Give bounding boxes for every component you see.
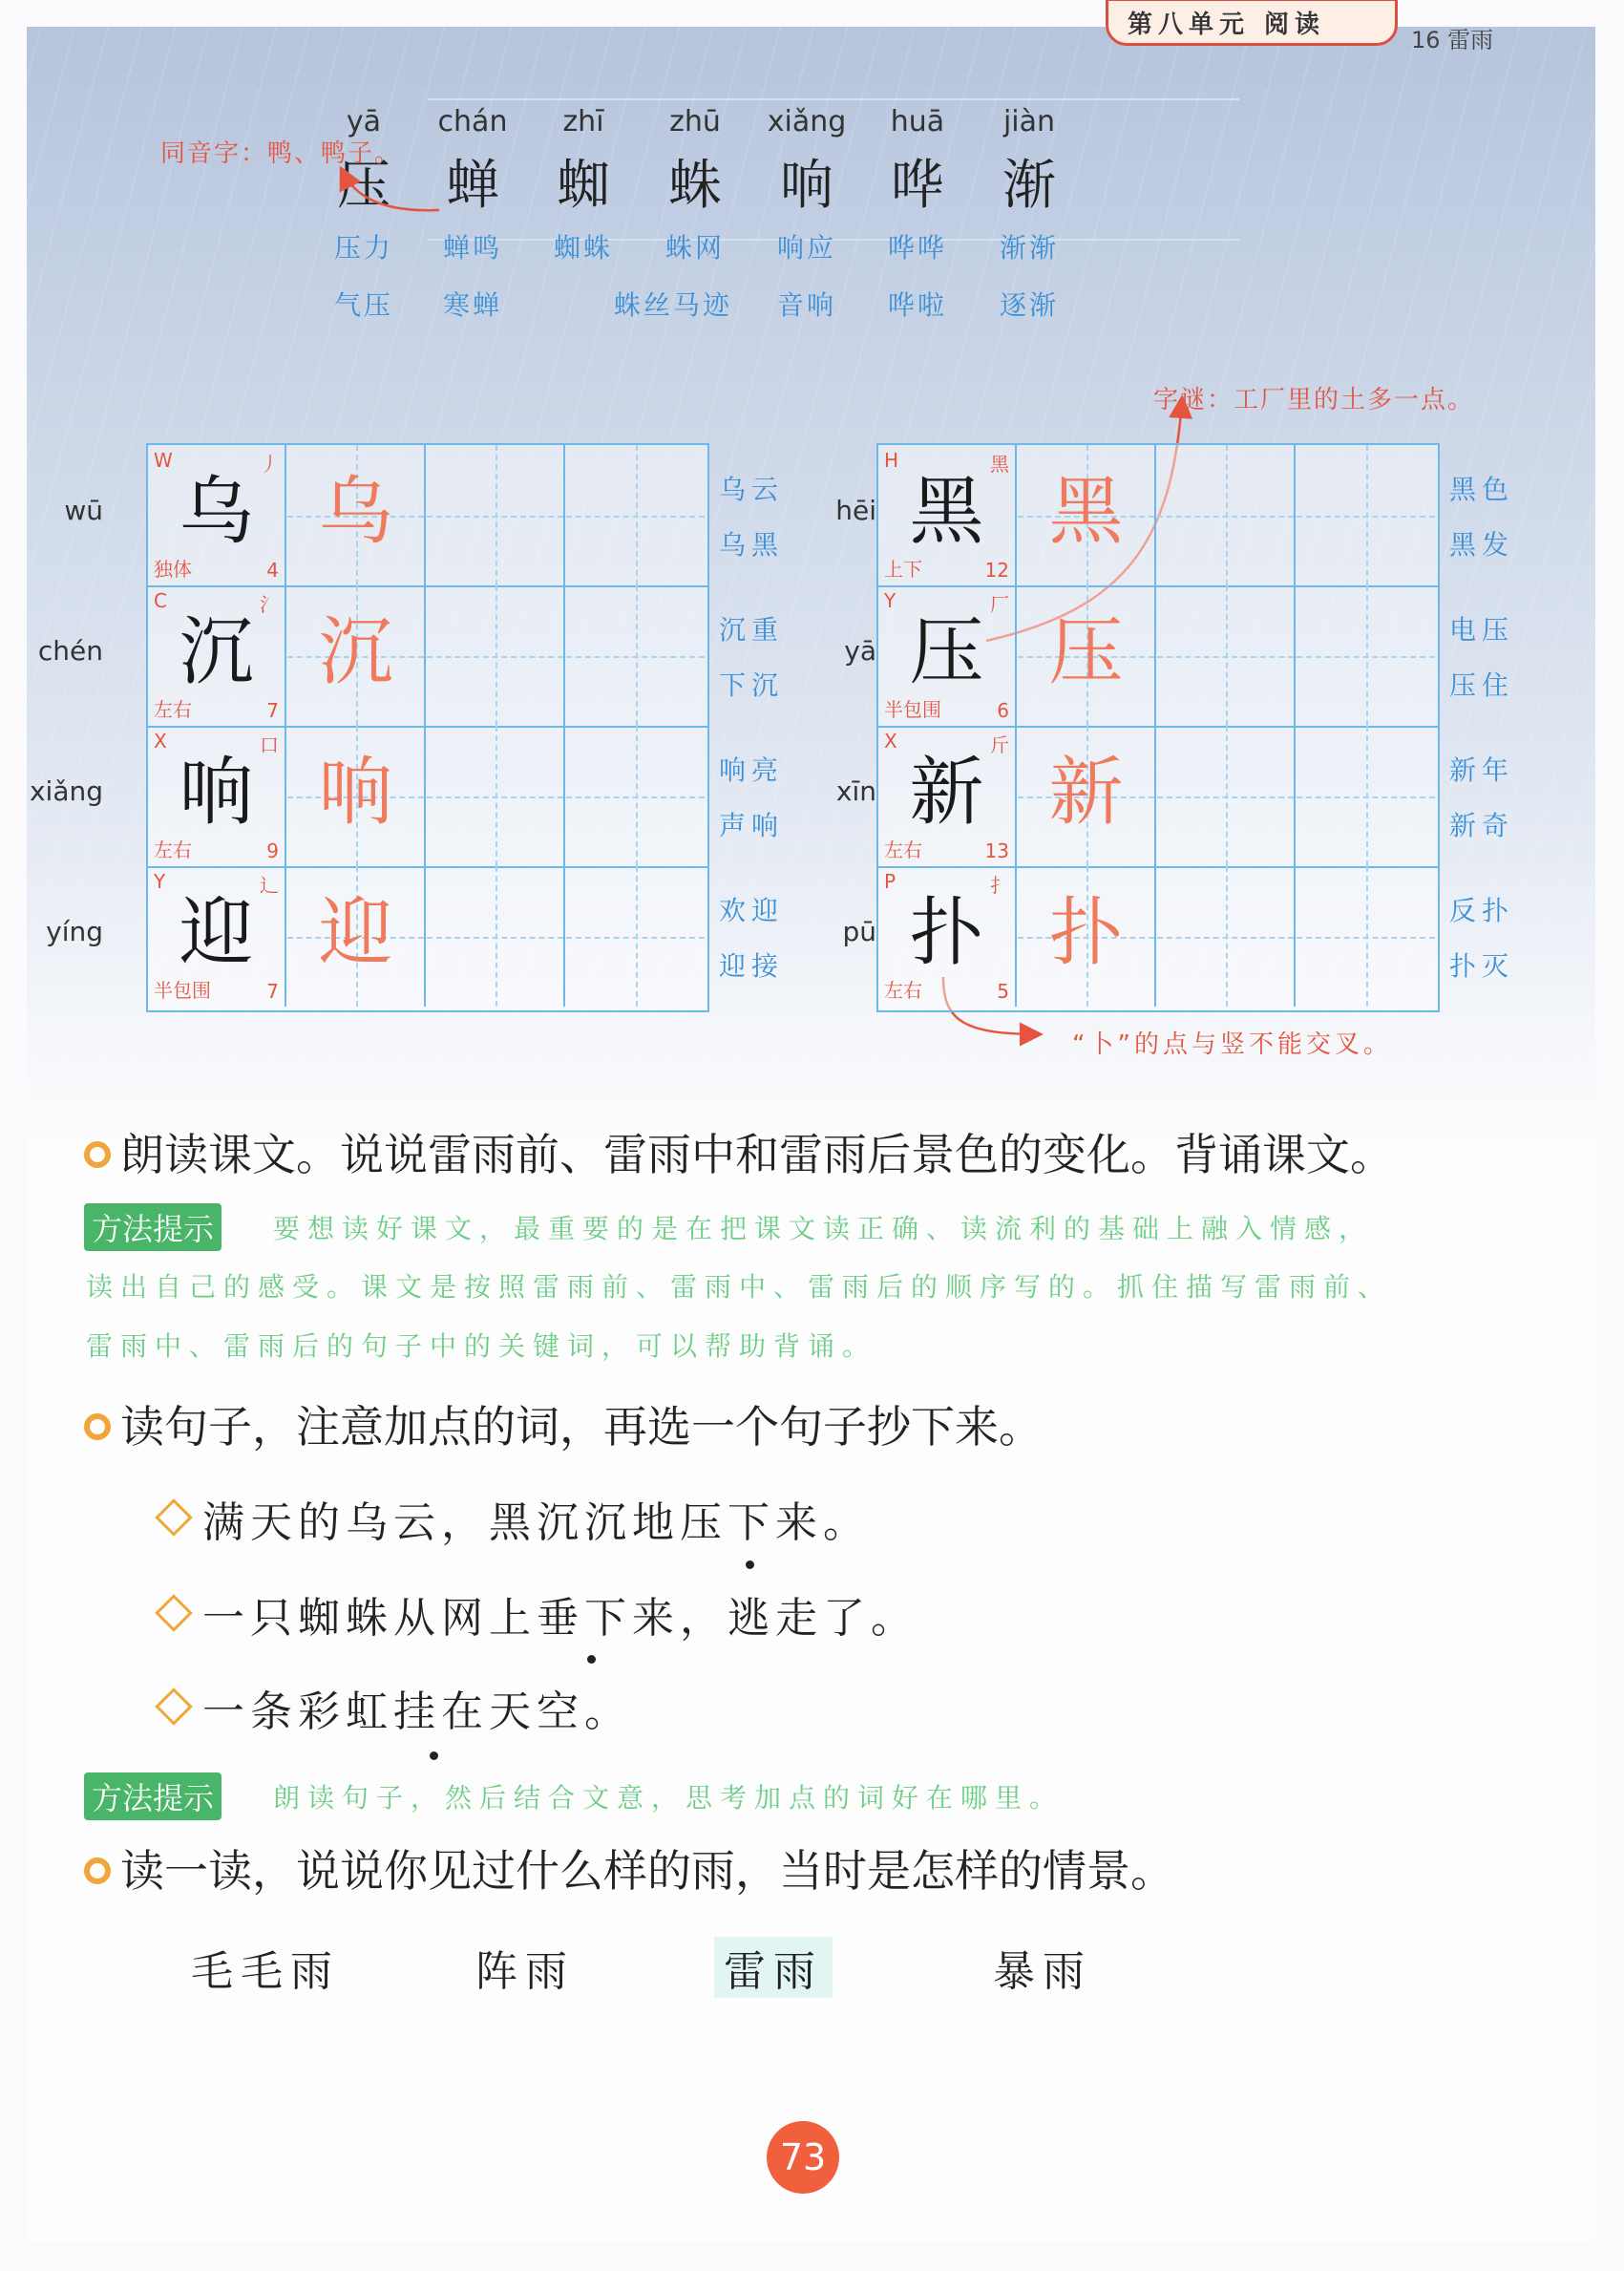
bullet-ring-icon [84, 1857, 111, 1884]
radical: 斤 [990, 733, 1009, 756]
grid-pinyin: xiǎng [29, 775, 103, 807]
word: 新奇 [1449, 810, 1515, 841]
question-text: 读一读，说说你见过什么样的雨，当时是怎样的情景。 [120, 1845, 1174, 1897]
pinyin: jiàn [1002, 105, 1056, 138]
homophone-arrow [342, 170, 439, 210]
word: 蛛丝马迹 [613, 289, 732, 321]
word-list [1449, 883, 1514, 994]
trace-cell [287, 726, 426, 866]
word: 哗哗 [887, 232, 947, 264]
grid-row [878, 866, 1438, 1007]
sentence-1 [160, 1488, 871, 1549]
character: 迎 [179, 890, 254, 976]
tip-line: 朗读句子，然后结合文意，思考加点的词好在哪里。 [273, 1782, 1065, 1814]
rain-word: 暴雨 [993, 1947, 1092, 1996]
diamond-bullet-icon [155, 1498, 193, 1537]
trace-cell [1018, 726, 1156, 866]
practice-cell[interactable] [1297, 726, 1435, 866]
practice-cell[interactable] [1157, 726, 1296, 866]
practice-cell[interactable] [1297, 585, 1435, 726]
grid-pinyin: yíng [46, 916, 103, 947]
grid-row [148, 866, 707, 1007]
practice-cell[interactable] [427, 585, 565, 726]
character: 蝉 [446, 155, 499, 217]
structure: 上下 [884, 558, 922, 581]
grid-row [148, 585, 707, 728]
diamond-bullet-icon [155, 1687, 193, 1726]
radical: 口 [260, 733, 279, 756]
practice-cell[interactable] [566, 866, 705, 1007]
initial: X [154, 730, 167, 753]
word-list [719, 603, 784, 713]
grid-pinyin: xīn [835, 775, 876, 807]
word: 蛛网 [664, 232, 725, 264]
char-info-cell [148, 445, 286, 585]
character: 蛛 [668, 155, 722, 217]
initial: W [154, 449, 173, 472]
pinyin: huā [890, 105, 945, 138]
tip-badge: 方法提示 [84, 1203, 221, 1251]
trace-character: 压 [1048, 609, 1124, 695]
char-info-cell [878, 585, 1017, 726]
grid-row [878, 726, 1438, 868]
question-1 [84, 1120, 1394, 1183]
character: 响 [780, 155, 833, 217]
rain-word: 雷雨 [714, 1937, 833, 1998]
character: 乌 [179, 469, 254, 555]
structure: 左右 [154, 838, 192, 861]
emphasis-dot [587, 1655, 596, 1664]
char-info-cell [878, 866, 1017, 1007]
stroke-count: 7 [266, 699, 279, 722]
writing-grid-right [876, 443, 1440, 1012]
character: 渐 [1002, 155, 1056, 217]
sentence-text: 满天的乌云，黑沉沉地压下来。 [202, 1498, 871, 1547]
character: 压 [909, 609, 984, 695]
tip-line: 雷雨中、雷雨后的句子中的关键词，可以帮助背诵。 [86, 1330, 877, 1362]
char-info-cell [148, 726, 286, 866]
trace-cell [1018, 866, 1156, 1007]
structure: 左右 [884, 838, 922, 861]
word: 音响 [776, 289, 836, 321]
word: 压力 [333, 232, 393, 264]
radical: 扌 [990, 874, 1009, 897]
radical: 氵 [260, 593, 279, 616]
emphasis-dot [430, 1751, 438, 1760]
word: 渐渐 [999, 232, 1059, 264]
word: 反扑 [1449, 895, 1515, 926]
radical: 丿 [260, 453, 279, 476]
character: 压 [337, 155, 390, 217]
initial: C [154, 589, 167, 612]
question-text: 朗读课文。说说雷雨前、雷雨中和雷雨后景色的变化。背诵课文。 [120, 1129, 1394, 1180]
writing-grid-left [146, 443, 709, 1012]
word: 黑色 [1449, 474, 1515, 505]
trace-cell [1018, 585, 1156, 726]
stroke-count: 12 [984, 559, 1009, 582]
practice-cell[interactable] [1157, 585, 1296, 726]
word-list [1449, 462, 1514, 573]
word: 迎接 [719, 950, 785, 982]
trace-character: 沉 [318, 609, 393, 695]
char-info-cell [878, 445, 1017, 585]
practice-cell[interactable] [1297, 445, 1435, 585]
practice-cell[interactable] [427, 445, 565, 585]
rain-word: 阵雨 [475, 1947, 575, 1996]
trace-character: 乌 [318, 469, 393, 555]
word: 声响 [719, 810, 785, 841]
grid-pinyin: hēi [835, 495, 876, 526]
initial: Y [884, 589, 896, 612]
pinyin: xiǎng [767, 105, 847, 138]
word-list [719, 743, 784, 854]
trace-character: 扑 [1048, 890, 1124, 976]
grid-row [148, 726, 707, 868]
grid-row [878, 585, 1438, 728]
trace-character: 迎 [318, 890, 393, 976]
homophone-note: 同音字：鸭、鸭子。 [160, 139, 402, 168]
character: 黑 [909, 469, 984, 555]
question-3 [84, 1836, 1174, 1900]
initial: H [884, 449, 899, 472]
initial: P [884, 870, 896, 893]
word: 欢迎 [719, 895, 785, 926]
structure: 左右 [154, 698, 192, 721]
trace-character: 响 [318, 750, 393, 836]
method-tip-2 [84, 1772, 221, 1820]
character: 响 [179, 750, 254, 836]
rain-word: 毛毛雨 [191, 1947, 340, 1996]
structure: 半包围 [884, 698, 941, 721]
page-number: 73 [767, 2121, 839, 2194]
word: 蜘蛛 [553, 232, 613, 264]
initial: Y [154, 870, 166, 893]
bullet-ring-icon [84, 1141, 111, 1168]
practice-cell[interactable] [1157, 445, 1296, 585]
grid-row [148, 445, 707, 587]
question-text: 读句子，注意加点的词，再选一个句子抄下来。 [120, 1401, 1043, 1453]
char-info-cell [148, 585, 286, 726]
trace-cell [1018, 445, 1156, 585]
char-info-cell [148, 866, 286, 1007]
word: 寒蝉 [442, 289, 502, 321]
pinyin: zhū [669, 105, 721, 138]
trace-character: 新 [1048, 750, 1124, 836]
practice-cell[interactable] [427, 726, 565, 866]
char-info-cell [878, 726, 1017, 866]
practice-cell[interactable] [566, 445, 705, 585]
word: 下沉 [719, 669, 785, 701]
radical: 黑 [990, 453, 1009, 476]
word: 沉重 [719, 614, 785, 646]
structure: 半包围 [154, 979, 211, 1002]
word-list [1449, 603, 1514, 713]
diamond-bullet-icon [155, 1594, 193, 1632]
word: 扑灭 [1449, 950, 1515, 982]
word: 蝉鸣 [442, 232, 502, 264]
word: 乌黑 [719, 529, 785, 561]
practice-cell[interactable] [1297, 866, 1435, 1007]
word-list [719, 462, 784, 573]
trace-character: 黑 [1048, 469, 1124, 555]
unit-label: 第八单元 阅读 [1128, 11, 1326, 39]
word: 响应 [776, 232, 836, 264]
stroke-count: 4 [266, 559, 279, 582]
trace-cell [287, 585, 426, 726]
word: 气压 [333, 289, 393, 321]
textbook-page [27, 11, 1595, 2242]
sentence-text: 一只蜘蛛从网上垂下来，逃走了。 [202, 1594, 918, 1643]
stroke-count: 5 [997, 980, 1009, 1003]
sentence-3 [160, 1677, 632, 1738]
emphasis-dot [746, 1560, 754, 1569]
word-list [1449, 743, 1514, 854]
grid-pinyin: yā [844, 635, 876, 667]
pinyin: zhī [562, 105, 604, 138]
character: 新 [909, 750, 984, 836]
character: 蜘 [557, 155, 610, 217]
stroke-count: 13 [984, 839, 1009, 862]
character: 扑 [909, 890, 984, 976]
word-list [719, 883, 784, 994]
riddle-note: 字谜：工厂里的土多一点。 [1153, 386, 1475, 414]
pinyin: yā [346, 105, 382, 138]
sentence-2 [160, 1583, 918, 1645]
tip-line: 要想读好课文，最重要的是在把课文读正确、读流利的基础上融入情感， [273, 1213, 1374, 1244]
tip-line: 读出自己的感受。课文是按照雷雨前、雷雨中、雷雨后的顺序写的。抓住描写雷雨前、 [86, 1271, 1393, 1303]
word: 新年 [1449, 754, 1515, 786]
grid-pinyin: pū [842, 916, 876, 947]
lesson-label: 16 雷雨 [1411, 27, 1494, 53]
character: 哗 [891, 155, 944, 217]
practice-cell[interactable] [1157, 866, 1296, 1007]
word: 哗啦 [887, 289, 947, 321]
word: 压住 [1449, 669, 1515, 701]
grid-pinyin: wū [64, 495, 103, 526]
bullet-ring-icon [84, 1413, 111, 1440]
stroke-count: 6 [997, 699, 1009, 722]
sentence-text: 一条彩虹挂在天空。 [202, 1687, 632, 1736]
practice-cell[interactable] [566, 726, 705, 866]
tip-badge: 方法提示 [84, 1772, 221, 1820]
word: 响亮 [719, 754, 785, 786]
pinyin: chán [437, 105, 508, 138]
question-2 [84, 1392, 1043, 1455]
practice-cell[interactable] [427, 866, 565, 1007]
structure: 左右 [884, 979, 922, 1002]
word: 乌云 [719, 474, 785, 505]
method-tip-1 [84, 1203, 221, 1251]
word: 逐渐 [999, 289, 1059, 321]
structure: 独体 [154, 558, 192, 581]
trace-cell [287, 866, 426, 1007]
stroke-count: 7 [266, 980, 279, 1003]
word: 电压 [1449, 614, 1515, 646]
grid-pinyin: chén [37, 635, 103, 667]
pu-stroke-note: “卜”的点与竖不能交叉。 [1072, 1030, 1392, 1059]
trace-cell [287, 445, 426, 585]
initial: X [884, 730, 897, 753]
grid-row [878, 445, 1438, 587]
radical: 辶 [260, 874, 279, 897]
character: 沉 [179, 609, 254, 695]
radical: 厂 [990, 593, 1009, 616]
stroke-count: 9 [266, 839, 279, 862]
word: 黑发 [1449, 529, 1515, 561]
practice-cell[interactable] [566, 585, 705, 726]
